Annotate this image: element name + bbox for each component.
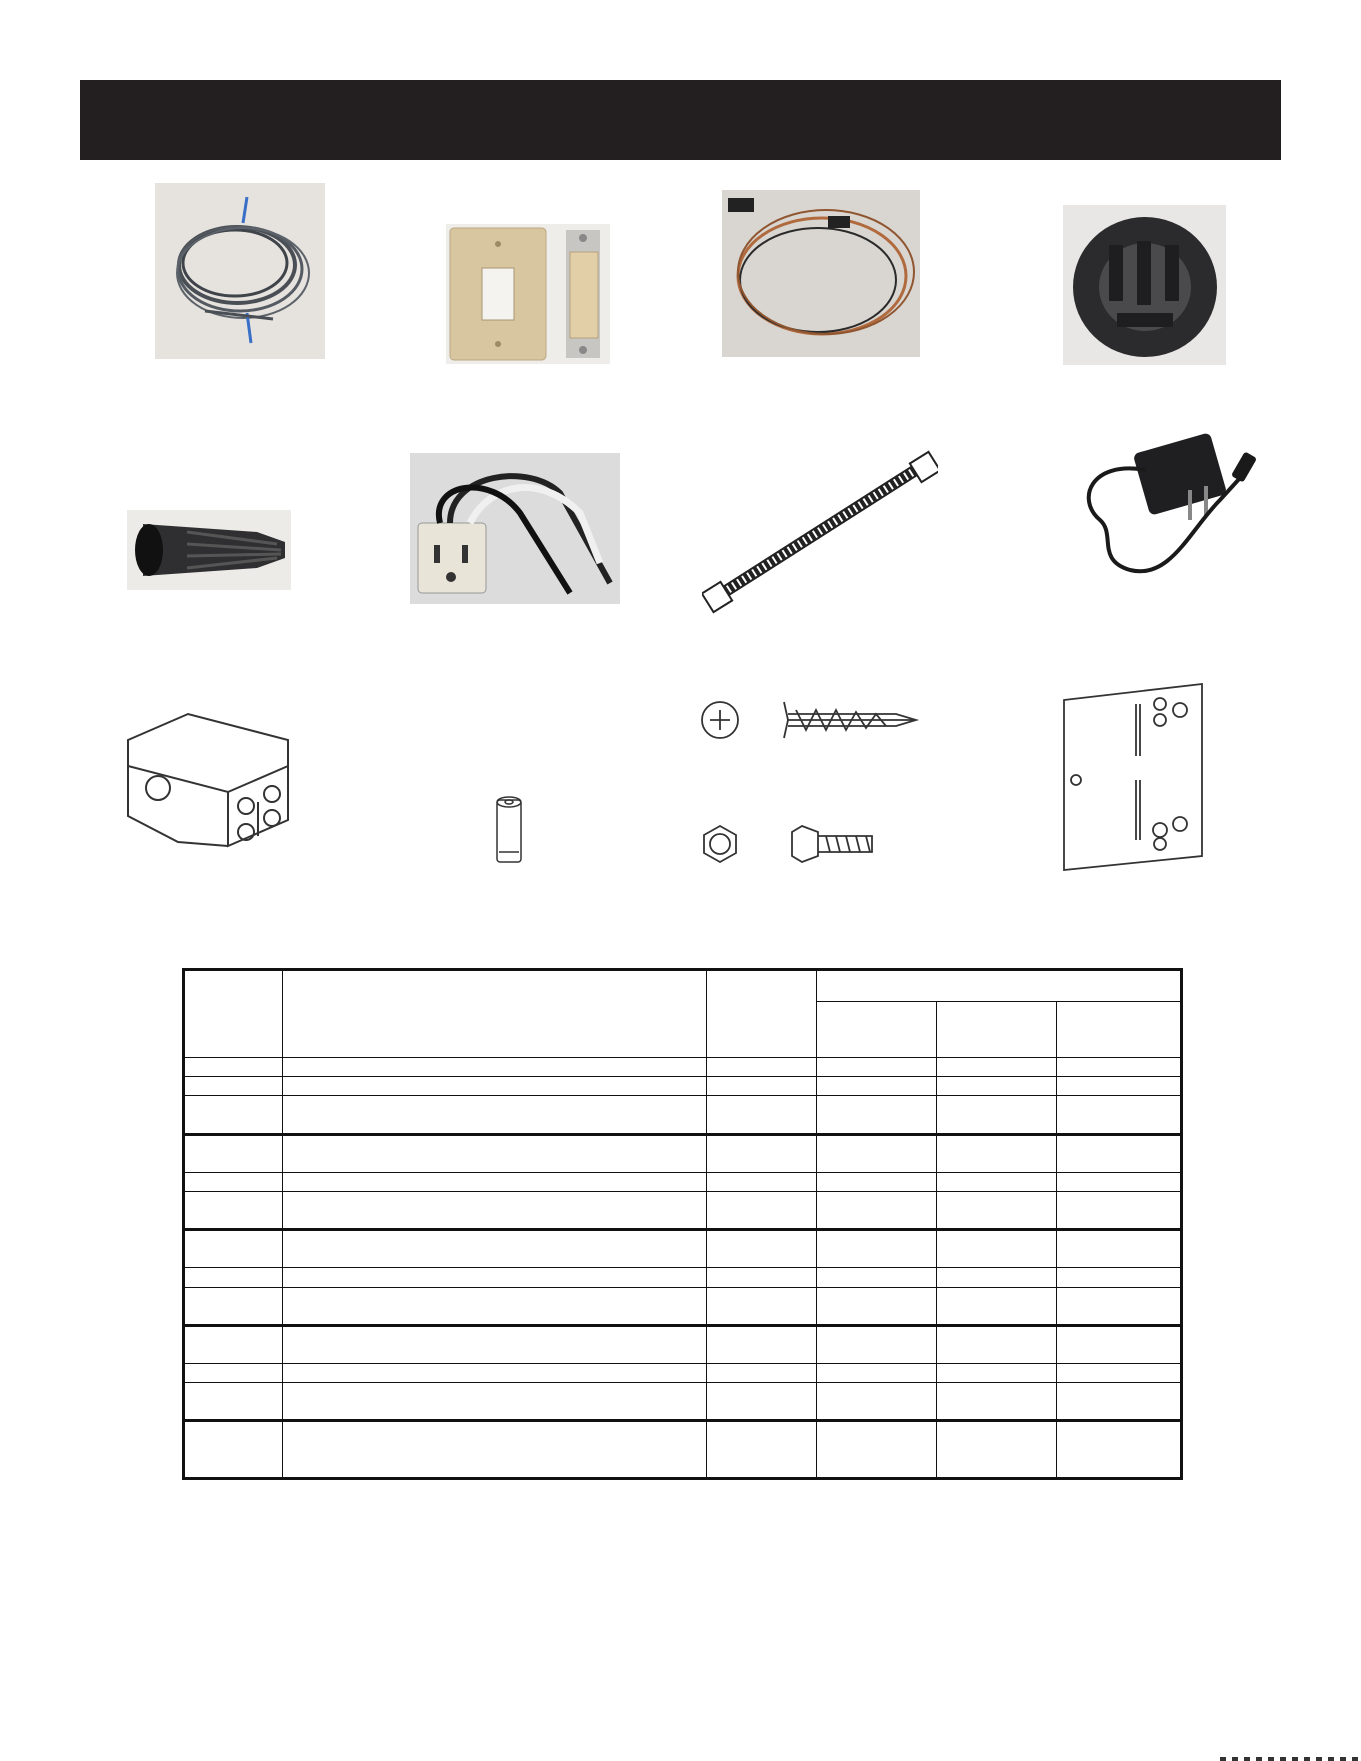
table-cell xyxy=(1057,1421,1182,1479)
table-cell xyxy=(937,1134,1057,1172)
mounting-bracket-icon xyxy=(1060,680,1204,872)
scan-artifact xyxy=(1220,1757,1361,1761)
table-cell xyxy=(283,1058,707,1077)
table-cell xyxy=(283,1383,707,1421)
table-row xyxy=(184,1096,1182,1134)
table-cell xyxy=(283,1268,707,1287)
table-cell xyxy=(184,1287,283,1325)
table-cell xyxy=(184,1134,283,1172)
table-cell xyxy=(184,1191,283,1229)
snap-bushing-icon xyxy=(1063,205,1226,365)
subheader-cell xyxy=(937,1002,1057,1058)
table-cell xyxy=(283,1287,707,1325)
table-cell xyxy=(184,1058,283,1077)
table-row xyxy=(184,1172,1182,1191)
table-cell xyxy=(1057,1096,1182,1134)
table-cell xyxy=(1057,1172,1182,1191)
screws-and-nut-icon xyxy=(696,696,926,870)
table-cell xyxy=(1057,1268,1182,1287)
table-cell xyxy=(184,1096,283,1134)
table-cell xyxy=(283,1172,707,1191)
table-cell xyxy=(283,1077,707,1096)
wire-nut-icon xyxy=(127,510,291,590)
table-cell xyxy=(283,1364,707,1383)
parts-list-table xyxy=(182,968,1183,1480)
table-row xyxy=(184,1364,1182,1383)
table-cell xyxy=(707,1421,817,1479)
table-cell xyxy=(184,1172,283,1191)
table-cell xyxy=(937,1325,1057,1363)
table-cell xyxy=(1057,1058,1182,1077)
table-cell xyxy=(707,1268,817,1287)
wire-harness-icon xyxy=(722,190,920,357)
table-cell xyxy=(1057,1077,1182,1096)
table-cell xyxy=(817,1191,937,1229)
table-cell xyxy=(817,1230,937,1268)
table-row xyxy=(184,1058,1182,1077)
table-cell xyxy=(817,1287,937,1325)
table-header-row xyxy=(184,970,1182,1002)
table-row xyxy=(184,1287,1182,1325)
table-cell xyxy=(1057,1134,1182,1172)
table-row xyxy=(184,1191,1182,1229)
table-cell xyxy=(1057,1191,1182,1229)
header-cell xyxy=(817,970,1182,1002)
table-cell xyxy=(184,1364,283,1383)
table-cell xyxy=(283,1325,707,1363)
table-cell xyxy=(184,1230,283,1268)
table-cell xyxy=(817,1325,937,1363)
table-cell xyxy=(1057,1325,1182,1363)
section-header-banner xyxy=(80,80,1281,160)
table-cell xyxy=(817,1134,937,1172)
table-cell xyxy=(184,1077,283,1096)
table-cell xyxy=(184,1383,283,1421)
table-cell xyxy=(1057,1364,1182,1383)
table-cell xyxy=(937,1364,1057,1383)
table-cell xyxy=(707,1364,817,1383)
table-row xyxy=(184,1325,1182,1363)
table-cell xyxy=(707,1134,817,1172)
table-row xyxy=(184,1421,1182,1479)
switch-and-wall-plate-icon xyxy=(446,224,610,364)
flexible-conduit-icon xyxy=(702,450,938,614)
table-cell xyxy=(184,1268,283,1287)
table-cell xyxy=(817,1077,937,1096)
table-cell xyxy=(817,1383,937,1421)
table-cell xyxy=(707,1325,817,1363)
ac-power-adapter-icon xyxy=(1070,430,1266,595)
table-cell xyxy=(817,1058,937,1077)
battery-holder-icon xyxy=(118,706,298,852)
header-cell xyxy=(283,970,707,1058)
table-row xyxy=(184,1383,1182,1421)
table-cell xyxy=(707,1096,817,1134)
table-cell xyxy=(817,1364,937,1383)
table-cell xyxy=(707,1230,817,1268)
table-cell xyxy=(283,1230,707,1268)
table-cell xyxy=(283,1096,707,1134)
table-cell xyxy=(937,1383,1057,1421)
table-cell xyxy=(937,1096,1057,1134)
table-cell xyxy=(283,1191,707,1229)
table-row xyxy=(184,1268,1182,1287)
thermostat-wire-coil-icon xyxy=(155,183,325,359)
table-cell xyxy=(937,1058,1057,1077)
header-cell xyxy=(707,970,817,1058)
table-cell xyxy=(707,1287,817,1325)
table-cell xyxy=(707,1077,817,1096)
table-cell xyxy=(1057,1383,1182,1421)
table-cell xyxy=(707,1172,817,1191)
table-cell xyxy=(937,1268,1057,1287)
table-row xyxy=(184,1134,1182,1172)
header-cell xyxy=(184,970,283,1058)
table-cell xyxy=(1057,1230,1182,1268)
table-row xyxy=(184,1077,1182,1096)
table-cell xyxy=(937,1230,1057,1268)
table-cell xyxy=(707,1191,817,1229)
subheader-cell xyxy=(1057,1002,1182,1058)
subheader-cell xyxy=(817,1002,937,1058)
table-cell xyxy=(184,1421,283,1479)
table-cell xyxy=(817,1268,937,1287)
table-cell xyxy=(707,1058,817,1077)
receptacle-with-leads-icon xyxy=(410,453,620,604)
table-cell xyxy=(184,1325,283,1363)
table-cell xyxy=(1057,1287,1182,1325)
battery-icon xyxy=(493,794,525,866)
table-cell xyxy=(937,1421,1057,1479)
table-cell xyxy=(937,1077,1057,1096)
table-row xyxy=(184,1230,1182,1268)
table-cell xyxy=(707,1383,817,1421)
table-cell xyxy=(937,1287,1057,1325)
table-cell xyxy=(283,1134,707,1172)
table-cell xyxy=(283,1421,707,1479)
table-cell xyxy=(817,1172,937,1191)
table-cell xyxy=(817,1096,937,1134)
table-cell xyxy=(937,1172,1057,1191)
table-cell xyxy=(937,1191,1057,1229)
table-cell xyxy=(817,1421,937,1479)
